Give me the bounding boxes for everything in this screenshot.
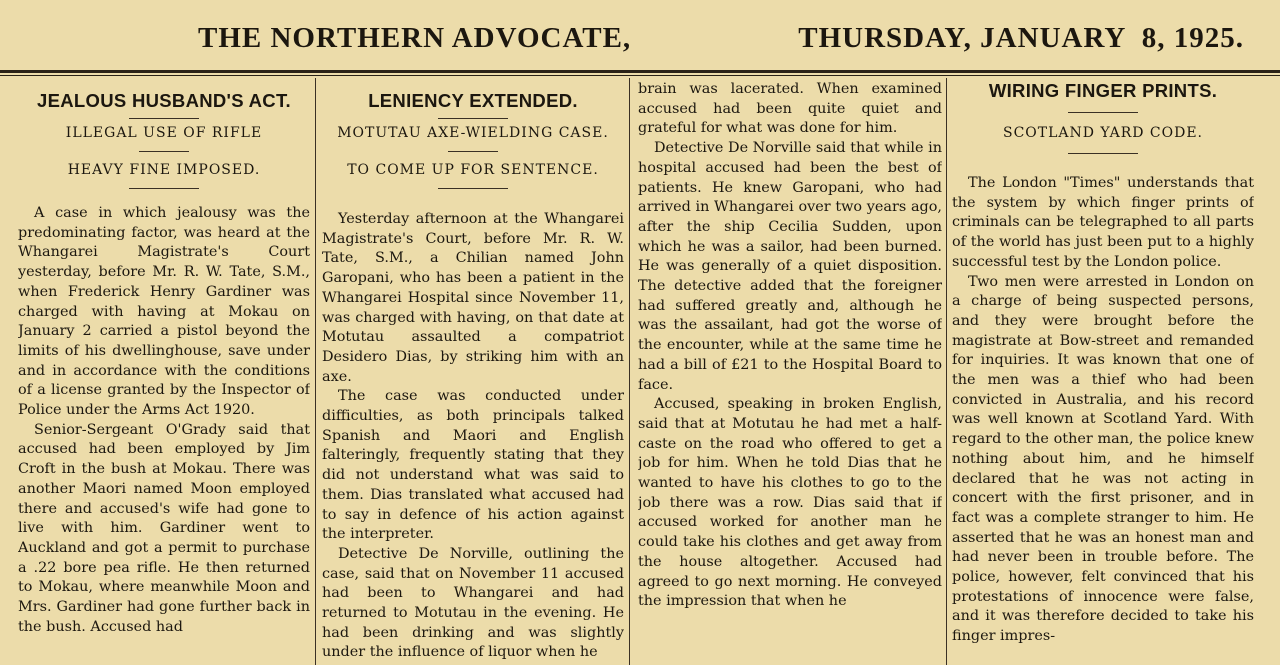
article-headline: WIRING FINGER PRINTS. (988, 80, 1218, 101)
article-subhead: SCOTLAND YARD CODE. (1002, 125, 1203, 141)
article-body (952, 174, 1254, 647)
divider (139, 151, 189, 152)
article-body (18, 204, 310, 637)
divider (448, 151, 498, 152)
article-subhead: ILLEGAL USE OF RIFLE (65, 125, 263, 141)
column-1 (18, 78, 310, 665)
divider (1068, 112, 1138, 113)
column-2 (322, 78, 624, 665)
paragraph: Detective De Norville, outlining the case, said that on November 11 accused had been to Whangarei and had returned to Motutau in the evening. He had been drinking and was slightly under the influence of liquor when he (322, 545, 624, 661)
divider (129, 118, 199, 119)
article-body (638, 80, 942, 612)
article-subhead: MOTUTAU AXE-WIELDING CASE. (337, 125, 609, 141)
divider (1068, 153, 1138, 154)
paragraph: The case was conducted under difficulties, as both principals talked Spanish and Maori and English falteringly, frequently stating that they did not understand what was said to them. Dias translated what accused had to say in defence of his action against the interpreter. (322, 388, 624, 543)
masthead (0, 0, 1280, 70)
divider (438, 188, 508, 189)
paragraph: A case in which jealousy was the predominating factor, was heard at the Whangarei Magistrate's Court yesterday, before Mr. R. W. Tate, S.M., when Frederick Henry Gardiner was charged with having at Mokau on January 2 carried a pistol beyond the limits of his dwellinghouse, save under and in accordance with the conditions of a license granted by the Inspector of Police under the Arms Act 1920. (18, 205, 310, 419)
column-divider (315, 78, 316, 665)
issue-date: THURSDAY, JANUARY 8, 1925. (798, 21, 1244, 54)
article-headline: JEALOUS HUSBAND'S ACT. (37, 90, 291, 111)
article-subhead: HEAVY FINE IMPOSED. (67, 162, 261, 178)
paragraph: brain was lacerated. When examined accused had been quite quiet and grateful for what was done for him. (638, 81, 942, 137)
divider (129, 188, 199, 189)
divider (438, 118, 508, 119)
newspaper-title: THE NORTHERN ADVOCATE, (198, 21, 632, 54)
paragraph: Senior-Sergeant O'Grady said that accused had been employed by Jim Croft in the bush at Mokau. There was another Maori named Moon employed there and accused's wife had gone to live with him. Gardiner went to Auckland and got a permit to purchase a .22 bore pea rifle. He then returned to Mokau, where meanwhile Moon and Mrs. Gardiner had gone further back in the bush. Accused had (18, 421, 310, 635)
paragraph: The London "Times" understands that the system by which finger prints of criminals can be telegraphed to all parts of the world has just been put to a highly successful test by the London police. (952, 175, 1254, 270)
paragraph: Two men were arrested in London on a charge of being suspected persons, and they were brought before the magistrate at Bow-street and remanded for inquiries. It was known that one of the men was a thief who had been convicted in Australia, and his record was well known at Scotland Yard. With regard to the other man, the police knew nothing about him, and he himself declared that he was not acting in concert with the first prisoner, and in fact was a complete stranger to him. He asserted that he was an honest man and had never been in trouble before. The police, however, felt convinced that his protestations of innocence were false, and it was therefore decided to take his finger impres- (952, 273, 1254, 645)
masthead-rule-thin (0, 75, 1280, 76)
column-divider (946, 78, 947, 665)
paragraph: Detective De Norville said that while in hospital accused had been the best of patients. He knew Garopani, who had arrived in Whangarei over two years ago, after the ship Cecilia Sudden, upon which he was a sailor, had been burned. He was generally of a quiet disposition. The detective added that the foreigner had suffered greatly and, although he was the assailant, had got the worse of the encounter, while at the same time he had a bill of £21 to the Hospital Board to face. (638, 140, 942, 393)
article-subhead: TO COME UP FOR SENTENCE. (347, 162, 599, 178)
column-4 (952, 78, 1254, 665)
column-divider (629, 78, 630, 665)
article-headline: LENIENCY EXTENDED. (368, 90, 578, 111)
article-body (322, 210, 624, 663)
masthead-rule (0, 70, 1280, 73)
paragraph: Accused, speaking in broken English, said that at Motutau he had met a half-caste on the road who offered to get a job for him. When he told Dias that he wanted to have his clothes to go to the job there was a row. Dias said that if accused worked for another man he could take his clothes and get away from the house altogether. Accused had agreed to go next morning. He conveyed the impression that when he (638, 396, 942, 610)
column-3 (638, 78, 942, 665)
paragraph: Yesterday afternoon at the Whangarei Magistrate's Court, before Mr. R. W. Tate, S.M., a Chilian named John Garopani, who has been a patient in the Whangarei Hospital since November 11, was charged with having, on that date at Motutau assaulted a compatriot Desidero Dias, by striking him with an axe. (322, 211, 624, 385)
